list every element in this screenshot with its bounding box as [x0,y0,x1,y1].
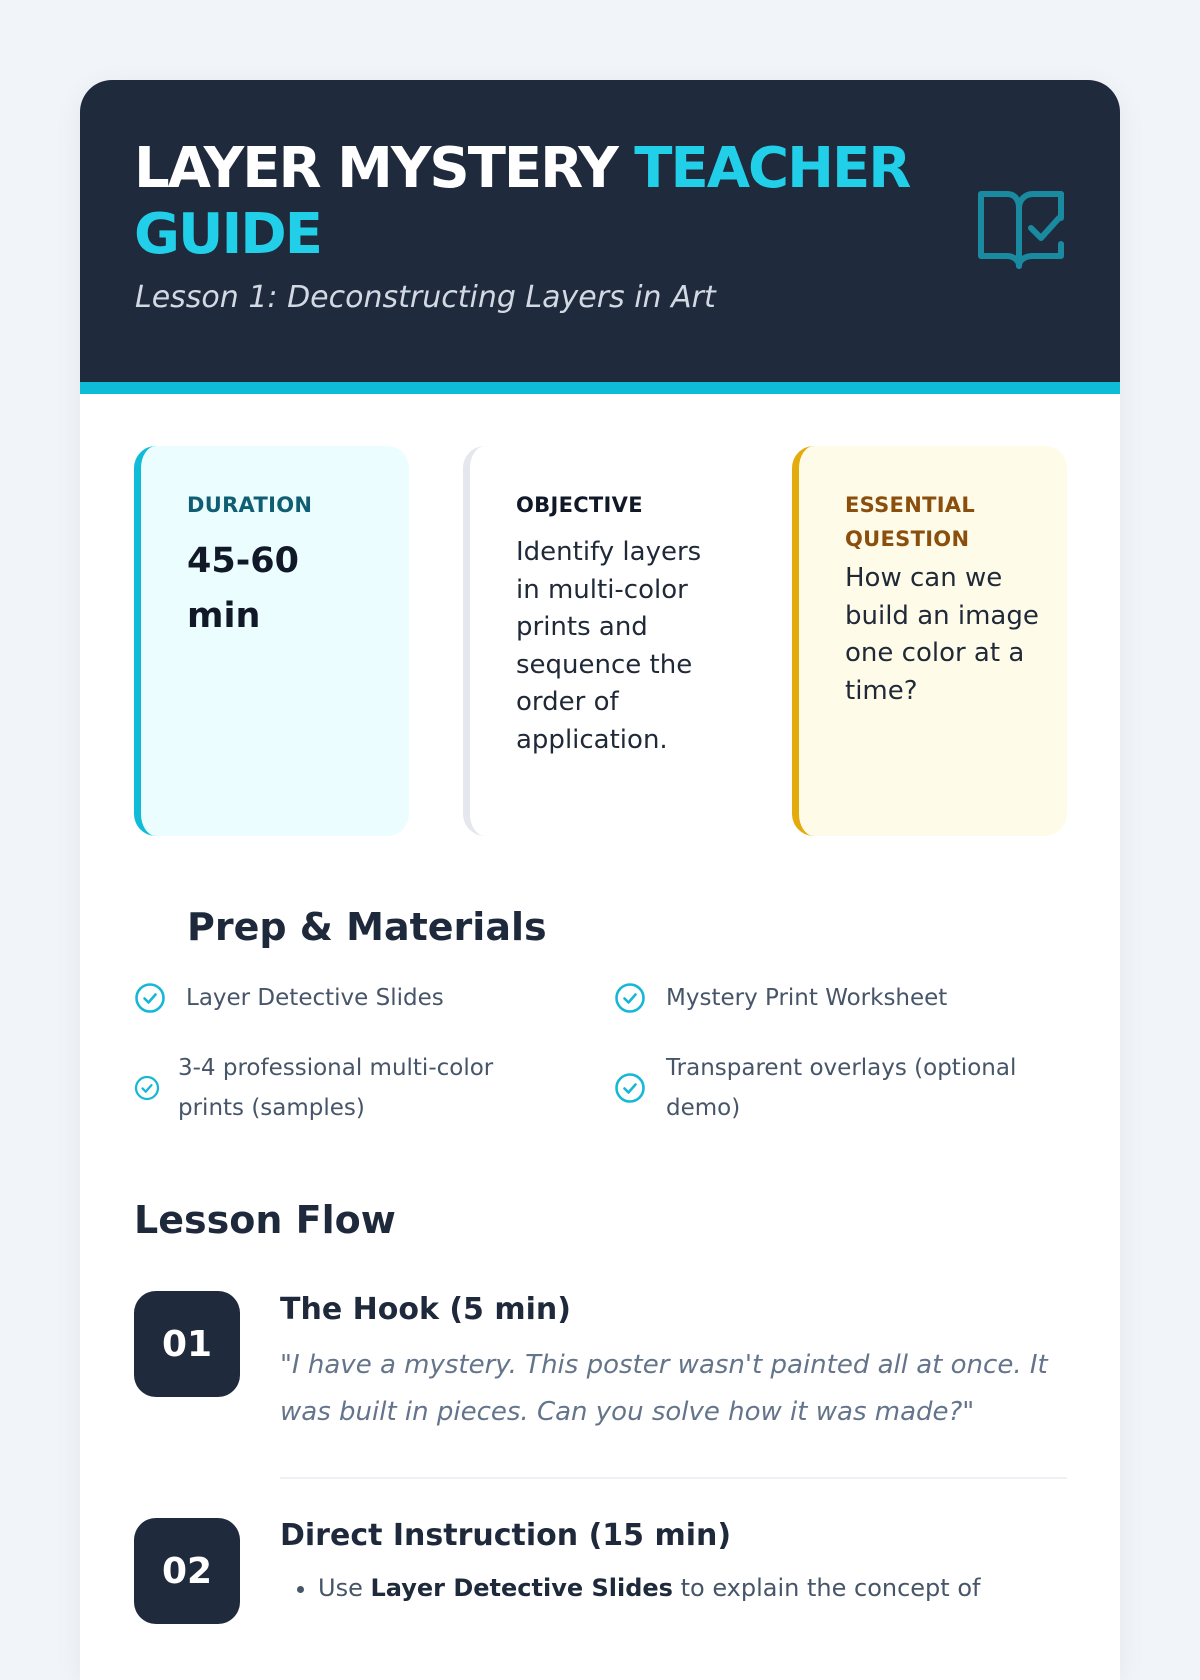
check-circle-icon [134,1075,160,1101]
essential-question-text: How can we build an image one color at a time? [845,563,1039,706]
bullet-rest: to explain the concept of [672,1574,981,1602]
lesson-subtitle: Lesson 1: Deconstructing Layers in Art [135,280,716,315]
bullet-prefix: Use [318,1574,371,1602]
material-label: Layer Detective Slides [186,985,444,1011]
material-item [614,1048,1034,1128]
material-label: Transparent overlays (optional demo) [666,1055,1017,1121]
duration-card [134,446,409,836]
essential-question-card [792,446,1067,836]
material-label: 3-4 professional multi-color prints (samples) [178,1055,494,1121]
page-title [134,136,954,268]
title-accent: TEACHER GUIDE [134,136,910,267]
step-bullet [318,1570,1098,1606]
step-title: Direct Instruction (15 min) [280,1518,732,1553]
lesson-overview [134,446,1067,836]
step-quote: "I have a mystery. This poster wasn't painted all at once. It was built in pieces. Can you solve how it was made?" [280,1350,1048,1427]
guide-header [80,80,1120,394]
bullet-bold-resource: Layer Detective Slides [370,1574,673,1602]
essential-question-label: ESSENTIAL QUESTION [845,493,976,551]
step-divider [280,1477,1067,1479]
objective-label: OBJECTIVE [516,493,643,517]
prep-materials-heading: Prep & Materials [187,905,547,949]
step-title: The Hook (5 min) [280,1292,571,1327]
teacher-guide-card [80,80,1120,1680]
objective-text: Identify layers in multi-color prints and sequence the order of application. [516,537,702,755]
lesson-flow-heading: Lesson Flow [134,1198,396,1242]
step-bullet-list [280,1570,1098,1606]
material-item [614,978,947,1018]
step-number-badge: 01 [134,1291,240,1397]
title-main: LAYER MYSTERY [134,136,635,201]
check-circle-icon [614,982,646,1014]
duration-value: 45-60 min [187,541,299,636]
material-item [134,978,444,1018]
book-check-icon [977,188,1065,270]
material-label: Mystery Print Worksheet [666,985,948,1011]
objective-card [463,446,738,836]
material-item [134,1048,554,1128]
step-number-badge: 02 [134,1518,240,1624]
check-circle-icon [614,1072,646,1104]
check-circle-icon [134,982,166,1014]
duration-label: DURATION [187,493,313,517]
